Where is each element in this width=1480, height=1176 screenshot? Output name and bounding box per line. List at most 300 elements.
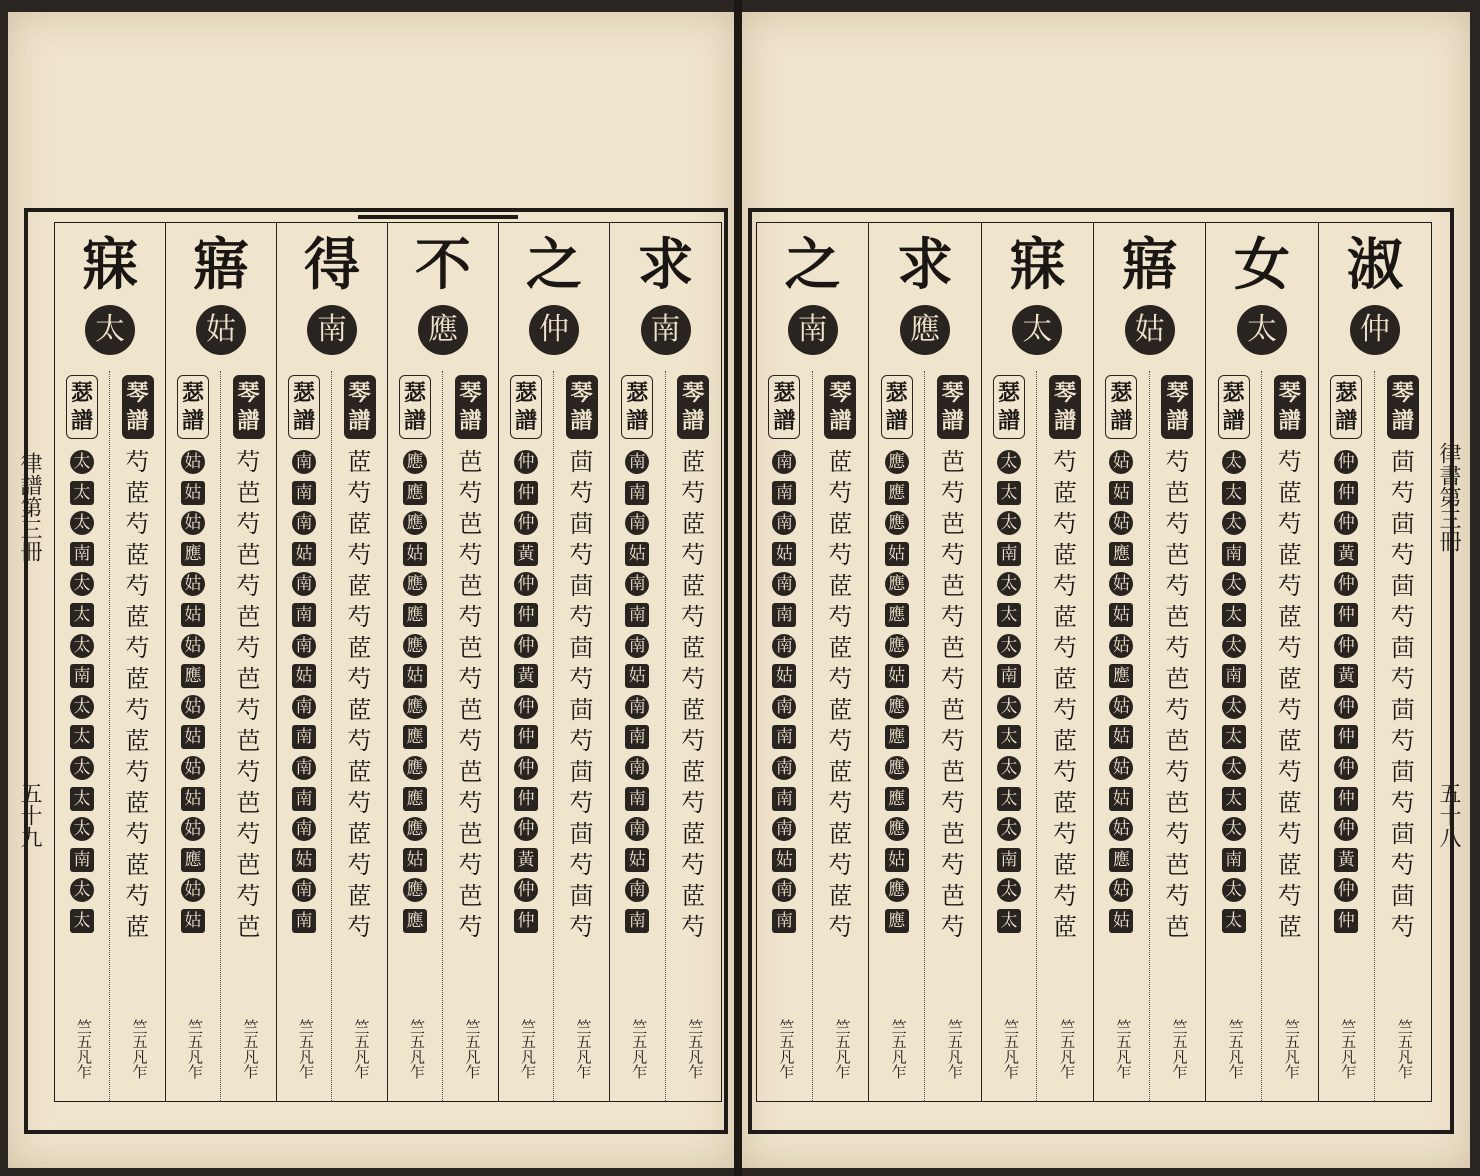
qin-tab-cell: 芍 xyxy=(236,572,261,600)
column-footer: 竺五凡乍 xyxy=(297,1019,315,1079)
lyric-character: 之 xyxy=(526,232,582,298)
se-note-cell: 仲 xyxy=(1334,603,1358,627)
qin-tab-cell: 茝 xyxy=(1053,913,1078,941)
se-note-cell: 姑 xyxy=(1109,695,1133,719)
se-note-cell: 仲 xyxy=(514,725,538,749)
se-note-cell: 仲 xyxy=(1334,725,1358,749)
qin-tab-cell: 芍 xyxy=(1277,882,1302,910)
se-note-cell: 仲 xyxy=(1334,909,1358,933)
se-note-cell: 應 xyxy=(403,572,427,596)
se-note-cell: 南 xyxy=(997,542,1021,566)
se-note-cell: 仲 xyxy=(514,787,538,811)
se-note-cell: 姑 xyxy=(181,909,205,933)
pitch-note-badge: 應 xyxy=(900,305,950,355)
qin-tab-cell: 茝 xyxy=(828,820,853,848)
qin-tab-cell: 芭 xyxy=(236,851,261,879)
qin-tab-cell: 茴 xyxy=(569,696,594,724)
score-column xyxy=(166,223,277,1101)
se-note-cell: 太 xyxy=(997,756,1021,780)
qin-tab-cell: 芍 xyxy=(236,882,261,910)
qin-tab-cell: 茝 xyxy=(1277,479,1302,507)
lyric-character: 寐 xyxy=(82,232,138,298)
se-note-cell: 應 xyxy=(403,695,427,719)
se-note-cell: 黃 xyxy=(1334,848,1358,872)
qin-tab-cell: 芍 xyxy=(940,913,965,941)
se-note-cell: 姑 xyxy=(403,664,427,688)
qin-tab-cell: 芍 xyxy=(458,727,483,755)
qin-tab-cell: 茝 xyxy=(125,665,150,693)
se-note-cell: 應 xyxy=(403,787,427,811)
se-note-cell: 仲 xyxy=(514,450,538,474)
se-note-cell: 太 xyxy=(70,817,94,841)
se-note-cell: 應 xyxy=(181,664,205,688)
se-note-cell: 南 xyxy=(997,664,1021,688)
qin-tab-cell: 茝 xyxy=(1053,603,1078,631)
qin-tab-cell: 茝 xyxy=(347,448,372,476)
qin-tab-cell: 茝 xyxy=(681,696,706,724)
qin-tab-cell: 芍 xyxy=(940,789,965,817)
se-note-cell: 南 xyxy=(625,878,649,902)
qin-tab-cell: 芍 xyxy=(940,665,965,693)
qin-tab-cell: 芍 xyxy=(236,448,261,476)
se-note-cell: 太 xyxy=(997,909,1021,933)
qin-tab-cell: 芭 xyxy=(236,541,261,569)
se-header-label: 瑟 譜 xyxy=(1105,375,1137,439)
se-note-cell: 太 xyxy=(997,817,1021,841)
qin-tab-cell: 芭 xyxy=(940,882,965,910)
qin-tab-cell: 芍 xyxy=(1165,634,1190,662)
se-notation-column xyxy=(610,371,666,1101)
qin-tab-cell: 茝 xyxy=(828,510,853,538)
book-gutter xyxy=(734,0,742,1176)
qin-tab-cell: 茝 xyxy=(1277,665,1302,693)
qin-tab-cell: 芍 xyxy=(347,789,372,817)
se-note-cell: 太 xyxy=(1222,450,1246,474)
qin-tab-cell: 茝 xyxy=(681,882,706,910)
se-notation-column xyxy=(388,371,443,1101)
se-note-cell: 姑 xyxy=(885,848,909,872)
se-note-cell: 太 xyxy=(997,603,1021,627)
qin-tab-cell: 芍 xyxy=(1165,882,1190,910)
se-note-cell: 應 xyxy=(403,725,427,749)
se-note-cell: 南 xyxy=(292,909,316,933)
qin-notation-column xyxy=(1150,371,1206,1101)
se-note-cell: 太 xyxy=(1222,756,1246,780)
qin-tab-cell: 茴 xyxy=(569,448,594,476)
se-note-cell: 太 xyxy=(1222,695,1246,719)
se-note-cell: 應 xyxy=(885,909,909,933)
se-header-label: 瑟 譜 xyxy=(881,375,913,439)
qin-tab-cell: 芍 xyxy=(569,479,594,507)
qin-tab-cell: 芍 xyxy=(347,665,372,693)
qin-tab-cell: 芍 xyxy=(125,882,150,910)
qin-tab-cell: 芍 xyxy=(940,727,965,755)
se-note-cell: 姑 xyxy=(292,664,316,688)
se-note-cell: 應 xyxy=(885,634,909,658)
se-note-cell: 太 xyxy=(1222,511,1246,535)
se-note-cell: 姑 xyxy=(1109,572,1133,596)
column-footer: 竺五凡乍 xyxy=(1395,1019,1414,1079)
qin-tab-cell: 芍 xyxy=(1390,851,1415,879)
qin-tab-cell: 芍 xyxy=(458,665,483,693)
qin-tab-cell: 茝 xyxy=(125,603,150,631)
qin-tab-cell: 茴 xyxy=(569,634,594,662)
qin-tab-cell: 茴 xyxy=(1390,882,1415,910)
qin-tab-cell: 芍 xyxy=(458,789,483,817)
qin-tab-cell: 芍 xyxy=(1053,634,1078,662)
se-header-label: 瑟 譜 xyxy=(288,375,320,439)
qin-tab-cell: 芭 xyxy=(1165,665,1190,693)
qin-tab-cell: 茝 xyxy=(125,727,150,755)
qin-header-label: 琴 譜 xyxy=(937,375,969,439)
se-note-cell: 仲 xyxy=(1334,817,1358,841)
qin-tab-cell: 芍 xyxy=(1277,820,1302,848)
se-note-cell: 應 xyxy=(403,634,427,658)
qin-tab-cell: 芍 xyxy=(569,789,594,817)
pitch-note-badge: 姑 xyxy=(1125,305,1175,355)
se-note-cell: 姑 xyxy=(181,634,205,658)
se-header-label: 瑟 譜 xyxy=(768,375,800,439)
se-note-cell: 應 xyxy=(885,878,909,902)
qin-tab-cell: 芍 xyxy=(569,727,594,755)
se-note-cell: 南 xyxy=(292,817,316,841)
se-note-cell: 太 xyxy=(1222,878,1246,902)
qin-header-label: 琴 譜 xyxy=(233,375,265,439)
qin-header-label: 琴 譜 xyxy=(1387,375,1419,439)
se-note-cell: 姑 xyxy=(181,572,205,596)
se-note-cell: 南 xyxy=(625,603,649,627)
qin-tab-cell: 芍 xyxy=(681,789,706,817)
qin-tab-cell: 芍 xyxy=(125,820,150,848)
pitch-note-badge: 姑 xyxy=(196,305,246,355)
se-note-cell: 仲 xyxy=(514,695,538,719)
score-column xyxy=(982,223,1094,1101)
pitch-note-badge: 應 xyxy=(418,305,468,355)
se-note-cell: 仲 xyxy=(1334,634,1358,658)
se-note-cell: 姑 xyxy=(1109,511,1133,535)
qin-tab-cell: 芭 xyxy=(458,758,483,786)
qin-header-label: 琴 譜 xyxy=(1049,375,1081,439)
qin-notation-column xyxy=(332,371,387,1101)
qin-tab-cell: 茝 xyxy=(347,696,372,724)
qin-tab-cell: 芍 xyxy=(828,665,853,693)
se-note-cell: 仲 xyxy=(1334,481,1358,505)
se-note-cell: 姑 xyxy=(181,878,205,902)
column-footer: 竺五凡乍 xyxy=(1339,1019,1358,1079)
qin-tab-cell: 芍 xyxy=(125,696,150,724)
se-note-cell: 應 xyxy=(1109,664,1133,688)
se-note-cell: 太 xyxy=(70,572,94,596)
se-note-cell: 黃 xyxy=(514,848,538,872)
qin-tab-cell: 芍 xyxy=(347,851,372,879)
qin-tab-cell: 芍 xyxy=(236,758,261,786)
se-header-label: 瑟 譜 xyxy=(510,375,542,439)
se-note-cell: 仲 xyxy=(514,481,538,505)
qin-tab-cell: 芍 xyxy=(236,696,261,724)
se-note-cell: 太 xyxy=(70,634,94,658)
qin-tab-cell: 芭 xyxy=(940,572,965,600)
qin-tab-cell: 茴 xyxy=(569,820,594,848)
se-note-cell: 南 xyxy=(625,787,649,811)
se-note-cell: 太 xyxy=(70,603,94,627)
se-note-cell: 太 xyxy=(997,481,1021,505)
se-note-cell: 南 xyxy=(625,756,649,780)
qin-tab-cell: 茝 xyxy=(347,882,372,910)
qin-tab-cell: 芭 xyxy=(940,820,965,848)
qin-header-label: 琴 譜 xyxy=(824,375,856,439)
se-notation-column xyxy=(1206,371,1262,1101)
se-note-cell: 南 xyxy=(292,481,316,505)
qin-tab-cell: 芭 xyxy=(458,634,483,662)
se-note-cell: 太 xyxy=(70,787,94,811)
score-column xyxy=(610,223,721,1101)
score-column xyxy=(1319,223,1431,1101)
qin-tab-cell: 茝 xyxy=(347,758,372,786)
se-note-cell: 應 xyxy=(885,725,909,749)
qin-tab-cell: 芍 xyxy=(569,913,594,941)
qin-tab-cell: 芭 xyxy=(940,696,965,724)
qin-tab-cell: 芍 xyxy=(1390,479,1415,507)
qin-tab-cell: 茴 xyxy=(1390,448,1415,476)
right-page-number: 五十八 xyxy=(1436,782,1461,848)
se-note-cell: 姑 xyxy=(1109,909,1133,933)
lyric-character: 寐 xyxy=(1009,232,1066,298)
se-note-cell: 應 xyxy=(403,878,427,902)
qin-tab-cell: 芭 xyxy=(236,727,261,755)
se-note-cell: 姑 xyxy=(625,542,649,566)
score-column xyxy=(55,223,166,1101)
se-note-cell: 姑 xyxy=(1109,787,1133,811)
qin-tab-cell: 芍 xyxy=(1390,665,1415,693)
column-footer: 竺五凡乍 xyxy=(463,1019,482,1079)
qin-tab-cell: 芍 xyxy=(1277,572,1302,600)
qin-tab-cell: 茴 xyxy=(569,510,594,538)
column-footer: 竺五凡乍 xyxy=(241,1019,260,1079)
column-footer: 竺五凡乍 xyxy=(686,1019,705,1079)
se-note-cell: 應 xyxy=(403,756,427,780)
qin-notation-column xyxy=(925,371,981,1101)
qin-tab-cell: 芭 xyxy=(458,820,483,848)
qin-notation-column xyxy=(554,371,609,1101)
right-grid xyxy=(756,222,1432,1102)
qin-tab-cell: 芍 xyxy=(828,479,853,507)
qin-tab-cell: 芍 xyxy=(828,603,853,631)
se-note-cell: 南 xyxy=(1222,848,1246,872)
se-note-cell: 姑 xyxy=(292,848,316,872)
qin-tab-cell: 茝 xyxy=(347,634,372,662)
column-footer: 竺五凡乍 xyxy=(186,1019,204,1079)
qin-tab-cell: 芭 xyxy=(1165,479,1190,507)
lyric-character: 不 xyxy=(415,232,471,298)
column-footer: 竺五凡乍 xyxy=(630,1019,649,1079)
qin-tab-cell: 芭 xyxy=(940,448,965,476)
se-note-cell: 姑 xyxy=(181,481,205,505)
qin-tab-cell: 茴 xyxy=(569,572,594,600)
se-note-cell: 南 xyxy=(292,450,316,474)
qin-tab-cell: 芍 xyxy=(1053,572,1078,600)
qin-tab-cell: 芭 xyxy=(458,696,483,724)
right-margin-title: 律書第三冊 xyxy=(1436,442,1461,552)
se-note-cell: 南 xyxy=(292,787,316,811)
pitch-note-badge: 太 xyxy=(85,305,135,355)
column-footer: 竺五凡乍 xyxy=(1001,1019,1020,1079)
qin-tab-cell: 芍 xyxy=(347,541,372,569)
column-footer: 竺五凡乍 xyxy=(1226,1019,1245,1079)
qin-tab-cell: 茝 xyxy=(347,510,372,538)
qin-tab-cell: 芍 xyxy=(1165,448,1190,476)
qin-tab-cell: 芍 xyxy=(828,727,853,755)
se-note-cell: 南 xyxy=(625,817,649,841)
se-notation-column xyxy=(1319,371,1375,1101)
se-note-cell: 南 xyxy=(772,450,796,474)
se-notation-column xyxy=(166,371,221,1101)
se-note-cell: 太 xyxy=(997,725,1021,749)
qin-tab-cell: 芍 xyxy=(940,541,965,569)
qin-tab-cell: 茝 xyxy=(125,913,150,941)
left-page xyxy=(8,12,734,1168)
se-note-cell: 太 xyxy=(70,511,94,535)
se-note-cell: 南 xyxy=(772,725,796,749)
qin-tab-cell: 茝 xyxy=(1053,851,1078,879)
qin-tab-cell: 茴 xyxy=(1390,634,1415,662)
se-note-cell: 太 xyxy=(1222,725,1246,749)
qin-tab-cell: 茝 xyxy=(1277,851,1302,879)
se-note-cell: 仲 xyxy=(514,572,538,596)
se-note-cell: 南 xyxy=(292,634,316,658)
se-note-cell: 應 xyxy=(403,511,427,535)
se-note-cell: 應 xyxy=(181,848,205,872)
se-note-cell: 應 xyxy=(1109,848,1133,872)
se-note-cell: 姑 xyxy=(625,664,649,688)
se-note-cell: 應 xyxy=(403,481,427,505)
qin-tab-cell: 茝 xyxy=(681,820,706,848)
se-note-cell: 仲 xyxy=(514,878,538,902)
se-note-cell: 黃 xyxy=(514,542,538,566)
se-note-cell: 仲 xyxy=(514,909,538,933)
qin-tab-cell: 芍 xyxy=(1277,448,1302,476)
qin-notation-column xyxy=(110,371,165,1101)
se-header-label: 瑟 譜 xyxy=(993,375,1025,439)
se-note-cell: 南 xyxy=(625,481,649,505)
se-note-cell: 南 xyxy=(292,603,316,627)
left-margin-title: 律譜第三冊 xyxy=(17,452,42,562)
qin-tab-cell: 芍 xyxy=(569,851,594,879)
se-notation-column xyxy=(757,371,813,1101)
se-note-cell: 應 xyxy=(885,511,909,535)
qin-tab-cell: 芭 xyxy=(236,603,261,631)
qin-tab-cell: 茝 xyxy=(828,882,853,910)
qin-tab-cell: 芍 xyxy=(1277,510,1302,538)
se-note-cell: 太 xyxy=(1222,634,1246,658)
qin-tab-cell: 茝 xyxy=(1277,789,1302,817)
qin-tab-cell: 芍 xyxy=(458,913,483,941)
pitch-note-badge: 仲 xyxy=(529,305,579,355)
qin-tab-cell: 芭 xyxy=(1165,789,1190,817)
se-note-cell: 南 xyxy=(292,572,316,596)
qin-tab-cell: 芍 xyxy=(681,913,706,941)
se-header-label: 瑟 譜 xyxy=(1330,375,1362,439)
qin-tab-cell: 芭 xyxy=(458,510,483,538)
qin-tab-cell: 茝 xyxy=(125,479,150,507)
qin-tab-cell: 茝 xyxy=(828,448,853,476)
se-note-cell: 姑 xyxy=(403,542,427,566)
qin-tab-cell: 芭 xyxy=(940,758,965,786)
se-note-cell: 應 xyxy=(403,817,427,841)
qin-tab-cell: 茝 xyxy=(125,541,150,569)
se-note-cell: 應 xyxy=(885,603,909,627)
se-note-cell: 姑 xyxy=(181,695,205,719)
se-note-cell: 太 xyxy=(70,695,94,719)
qin-notation-column xyxy=(221,371,276,1101)
se-note-cell: 南 xyxy=(70,542,94,566)
se-note-cell: 應 xyxy=(403,603,427,627)
qin-tab-cell: 芍 xyxy=(681,603,706,631)
se-note-cell: 姑 xyxy=(1109,725,1133,749)
lyric-character: 求 xyxy=(896,232,953,298)
lyric-character: 寤 xyxy=(193,232,249,298)
se-note-cell: 仲 xyxy=(514,634,538,658)
se-note-cell: 姑 xyxy=(1109,450,1133,474)
se-note-cell: 南 xyxy=(70,848,94,872)
qin-header-label: 琴 譜 xyxy=(1274,375,1306,439)
qin-tab-cell: 芍 xyxy=(1053,882,1078,910)
se-note-cell: 南 xyxy=(292,878,316,902)
qin-tab-cell: 芍 xyxy=(347,603,372,631)
se-note-cell: 應 xyxy=(403,450,427,474)
qin-tab-cell: 芍 xyxy=(681,665,706,693)
pitch-note-badge: 南 xyxy=(788,305,838,355)
qin-tab-cell: 茝 xyxy=(681,448,706,476)
se-note-cell: 黃 xyxy=(514,664,538,688)
qin-tab-cell: 茝 xyxy=(347,820,372,848)
qin-tab-cell: 芭 xyxy=(1165,851,1190,879)
qin-tab-cell: 茝 xyxy=(681,634,706,662)
qin-header-label: 琴 譜 xyxy=(677,375,709,439)
qin-notation-column xyxy=(1375,371,1431,1101)
qin-tab-cell: 芭 xyxy=(458,572,483,600)
qin-tab-cell: 芭 xyxy=(940,634,965,662)
lyric-character: 得 xyxy=(304,232,360,298)
se-note-cell: 太 xyxy=(997,634,1021,658)
se-note-cell: 仲 xyxy=(514,817,538,841)
qin-header-label: 琴 譜 xyxy=(566,375,598,439)
qin-tab-cell: 芍 xyxy=(681,541,706,569)
qin-tab-cell: 芍 xyxy=(828,541,853,569)
se-note-cell: 姑 xyxy=(181,817,205,841)
qin-tab-cell: 芍 xyxy=(569,541,594,569)
se-note-cell: 南 xyxy=(1222,664,1246,688)
qin-tab-cell: 茝 xyxy=(828,572,853,600)
se-note-cell: 南 xyxy=(772,787,796,811)
qin-tab-cell: 芍 xyxy=(1165,696,1190,724)
qin-tab-cell: 茝 xyxy=(1053,789,1078,817)
score-column xyxy=(869,223,981,1101)
column-footer: 竺五凡乍 xyxy=(519,1019,537,1079)
se-note-cell: 南 xyxy=(772,511,796,535)
se-note-cell: 姑 xyxy=(625,848,649,872)
qin-notation-column xyxy=(1262,371,1318,1101)
qin-tab-cell: 芍 xyxy=(125,634,150,662)
qin-tab-cell: 芍 xyxy=(458,603,483,631)
se-note-cell: 姑 xyxy=(292,542,316,566)
qin-tab-cell: 芍 xyxy=(681,479,706,507)
qin-tab-cell: 芭 xyxy=(236,479,261,507)
se-note-cell: 姑 xyxy=(1109,481,1133,505)
qin-tab-cell: 芍 xyxy=(1053,696,1078,724)
se-note-cell: 南 xyxy=(292,511,316,535)
qin-tab-cell: 芍 xyxy=(1165,758,1190,786)
se-note-cell: 應 xyxy=(885,572,909,596)
